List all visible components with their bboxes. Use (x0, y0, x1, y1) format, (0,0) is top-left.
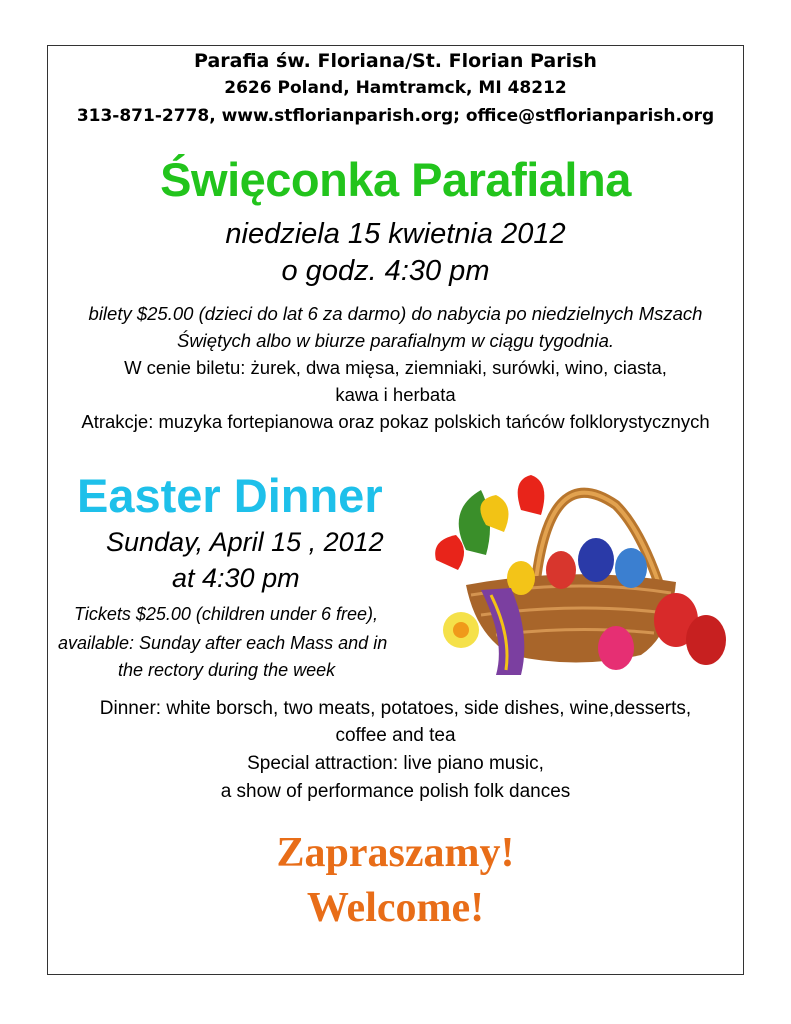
english-date: Sunday, April 15 , 2012 (106, 527, 384, 557)
tickets-line: available: Sunday after each Mass and in (58, 633, 388, 653)
tickets-line: Tickets $25.00 (children under 6 free), (74, 604, 378, 624)
polish-title: Święconka Parafialna (160, 153, 631, 206)
tickets-line: the rectory during the week (118, 660, 336, 680)
polish-line: Świętych albo w biurze parafialnym w ciągu tygodnia. (176, 330, 615, 351)
polish-line: W cenie biletu: żurek, dwa mięsa, ziemniaki, surówki, wino, ciasta, (124, 357, 667, 378)
parish-address: 2626 Poland, Hamtramck, MI 48212 (224, 78, 567, 98)
parish-name: Parafia św. Floriana/St. Florian Parish (194, 50, 597, 72)
dinner-line: Special attraction: live piano music, (247, 753, 544, 774)
parish-contact: 313-871-2778, www.stflorianparish.org; office@stflorianparish.org (76, 106, 715, 126)
closing-english: Welcome! (306, 885, 485, 931)
english-time: at 4:30 pm (172, 563, 300, 593)
english-title: Easter Dinner (77, 469, 383, 522)
dinner-line: Dinner: white borsch, two meats, potatoes, side dishes, wine,desserts, (99, 698, 692, 719)
dinner-line: coffee and tea (335, 725, 456, 746)
easter-basket-icon (426, 470, 736, 680)
dinner-line: a show of performance polish folk dances (220, 781, 571, 802)
polish-line: bilety $25.00 (dzieci do lat 6 za darmo) do nabycia po niedzielnych Mszach (88, 303, 703, 324)
polish-time: o godz. 4:30 pm (281, 255, 490, 287)
closing-polish: Zapraszamy! (276, 830, 515, 876)
polish-date: niedziela 15 kwietnia 2012 (225, 218, 566, 250)
polish-line: Atrakcje: muzyka fortepianowa oraz pokaz polskich tańców folklorystycznych (81, 411, 710, 432)
polish-line: kawa i herbata (335, 384, 456, 405)
